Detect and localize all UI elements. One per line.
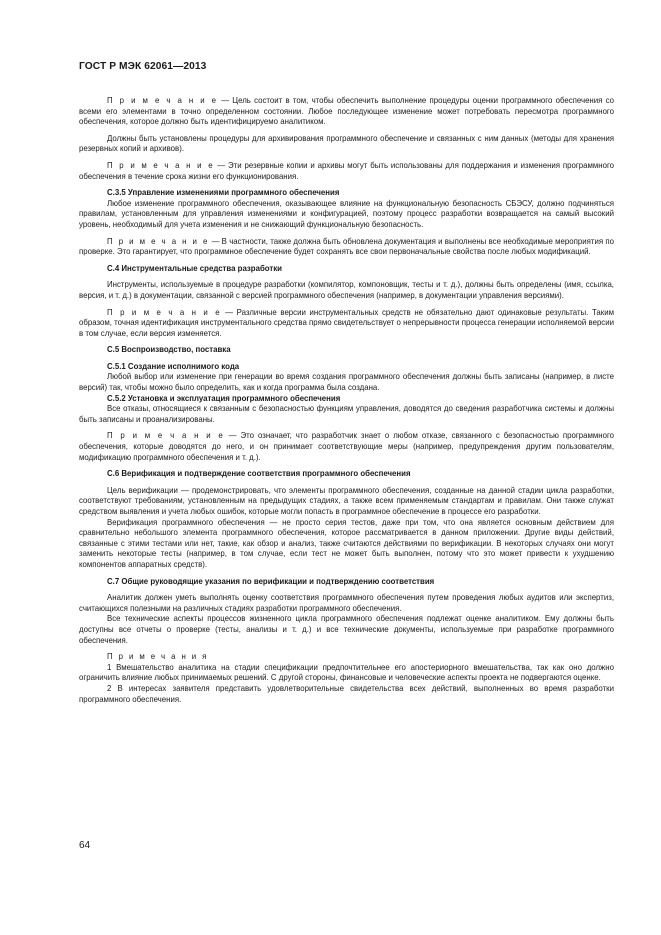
note-paragraph: П р и м е ч а н и е — В частности, также должна быть обновлена документация и выполнены все необходимые мероприятия по проверке. Это гарантирует, что программное обеспечение будет сохранять все свои первоначальные свойства после любых модификаций. xyxy=(79,236,614,257)
section-heading-c7: С.7 Общие руководящие указания по верификации и подтверждению соответствия xyxy=(107,576,435,586)
note-label: П р и м е ч а н и е xyxy=(107,431,225,441)
note-paragraph: П р и м е ч а н и е — Различные версии инструментальных средств не обязательно дают одинаковые результаты. Таким образом, точная идентификация инструментального средства прямо свидетельствует о непрерывности процесса генерации исполняемой версии в том случае, если версия изменяется. xyxy=(79,307,614,338)
note-label: П р и м е ч а н и е xyxy=(107,96,218,105)
body-paragraph: Верификация программного обеспечения — не просто серия тестов, даже при том, что она является основным действием для сравнительно небольшого элемента программного обеспечения, которое рассматривается в данном приложении. Другие виды действий, связанные с этими тестами или нет, такие, как обзор и анализ, также считаются действиями по верификации. В некоторых случаях они могут заменить некоторые тесты (например, в том случае, если тест не может быть выполнен, потому что это может привести к ухудшению компонентов аппаратных средств). xyxy=(79,517,614,569)
note-paragraph: П р и м е ч а н и е — Эти резервные копии и архивы могут быть использованы для поддержания и изменения программного обеспечения в течение срока жизни его функционирования. xyxy=(79,160,615,181)
page-number: 64 xyxy=(79,840,91,851)
section-heading-c5: С.5 Воспроизводство, поставка xyxy=(107,345,231,355)
note-paragraph: П р и м е ч а н и е — Это означает, что разработчик знает о любом отказе, связанного с безопасностью программного обеспечения, которые доводятся до него, и он принимает соответствующие меры (например, предупреждения другим пользователям, модификацию программного обеспечения и т. д.). xyxy=(79,431,615,462)
section-heading-c6: С.6 Верификация и подтверждение соответствия программного обеспечения xyxy=(107,469,411,479)
body-paragraph: Любое изменение программного обеспечения, оказывающее влияние на функциональную безопасность СБЭСУ, должно подчиняться правилам, установленным для управления изменениями и конфигурацией, поэтому процесс разработки возвращается на самый высокий уровень, необходимый для учета изменения и не снижающий функциональную безопасность. xyxy=(79,198,614,229)
section-heading-c51: С.5.1 Создание исполнимого кода xyxy=(107,361,240,371)
section-heading-c52: С.5.2 Установка и эксплуатация программного обеспечения xyxy=(107,393,341,403)
numbered-note: 2 В интересах заявителя представить удовлетворительные свидетельства всех действий, выполненных во время разработки программного обеспечения. xyxy=(79,683,614,704)
note-label: П р и м е ч а н и е xyxy=(107,236,210,246)
document-body xyxy=(79,96,614,705)
document-header: ГОСТ Р МЭК 62061—2013 xyxy=(79,61,207,72)
body-paragraph: Любой выбор или изменение при генерации во время создания программного обеспечения должны быть записаны (например, в листе версий) так, чтобы можно было определить, как и когда программа была создана. xyxy=(79,372,614,393)
body-paragraph: Все технические аспекты процессов жизненного цикла программного обеспечения подлежат оценке аналитиком. Ему должны быть доступны все отчеты о проверке (тесты, анализы и т. д.) и все технические документы, используемые при разработке программного обеспечения. xyxy=(79,614,614,645)
notes-label: П р и м е ч а н и я xyxy=(107,652,209,662)
numbered-note: 1 Вмешательство аналитика на стадии спецификации предпочтительнее его апостериорного вмешательства, так как оно должно ограничить влияние любых принимаемых решений. С другой стороны, финансовые и человеческие аспекты проекта не подвергаются оценке. xyxy=(79,662,614,683)
body-paragraph: Аналитик должен уметь выполнять оценку соответствия программного обеспечения путем проведения любых аудитов или экспертиз, считающихся полезными на различных стадиях разработки программного обеспечения. xyxy=(79,593,614,613)
section-heading-c35: С.3.5 Управление изменениями программного обеспечения xyxy=(107,188,340,198)
body-paragraph: Цель верификации — продемонстрировать, что элементы программного обеспечения, созданные на данной стадии цикла разработки, соответствуют требованиям, установленным на предыдущих стадиях, а также всем применяемым стандартам и правилам. Они также служат средством выявления и учета любых ошибок, которые могли попасть в программное обеспечение в процессе его разработки. xyxy=(79,485,614,516)
body-paragraph: Должны быть установлены процедуры для архивирования программного обеспечение и связанных с ним данных (методы для хранения резервных копий и архивов). xyxy=(79,133,614,154)
body-paragraph: Инструменты, используемые в процедуре разработки (компилятор, компоновщик, тесты и т. д.), должны быть определены (имя, ссылка, версия, и т. д.) в документации, связанной с версией программного обеспечения (например, в документации управления версиями). xyxy=(79,280,614,300)
note-label: П р и м е ч а н и е xyxy=(107,307,222,317)
body-paragraph: Все отказы, относящиеся к связанным с безопасностью функциям управления, доводятся до сведения разработчика системы и должны быть записаны и проанализированы. xyxy=(79,404,614,424)
note-paragraph: П р и м е ч а н и е — Цель состоит в том, чтобы обеспечить выполнение процедуры оценки программного обеспечения со всеми его элементами в точно определенном состоянии. Любое последующее изменение может потребовать пересмотра программного обеспечения, которое должно быть идентифицируемо аналитиком. xyxy=(79,96,615,127)
note-label: П р и м е ч а н и е xyxy=(107,160,215,170)
section-heading-c4: С.4 Инструментальные средства разработки xyxy=(107,263,282,273)
